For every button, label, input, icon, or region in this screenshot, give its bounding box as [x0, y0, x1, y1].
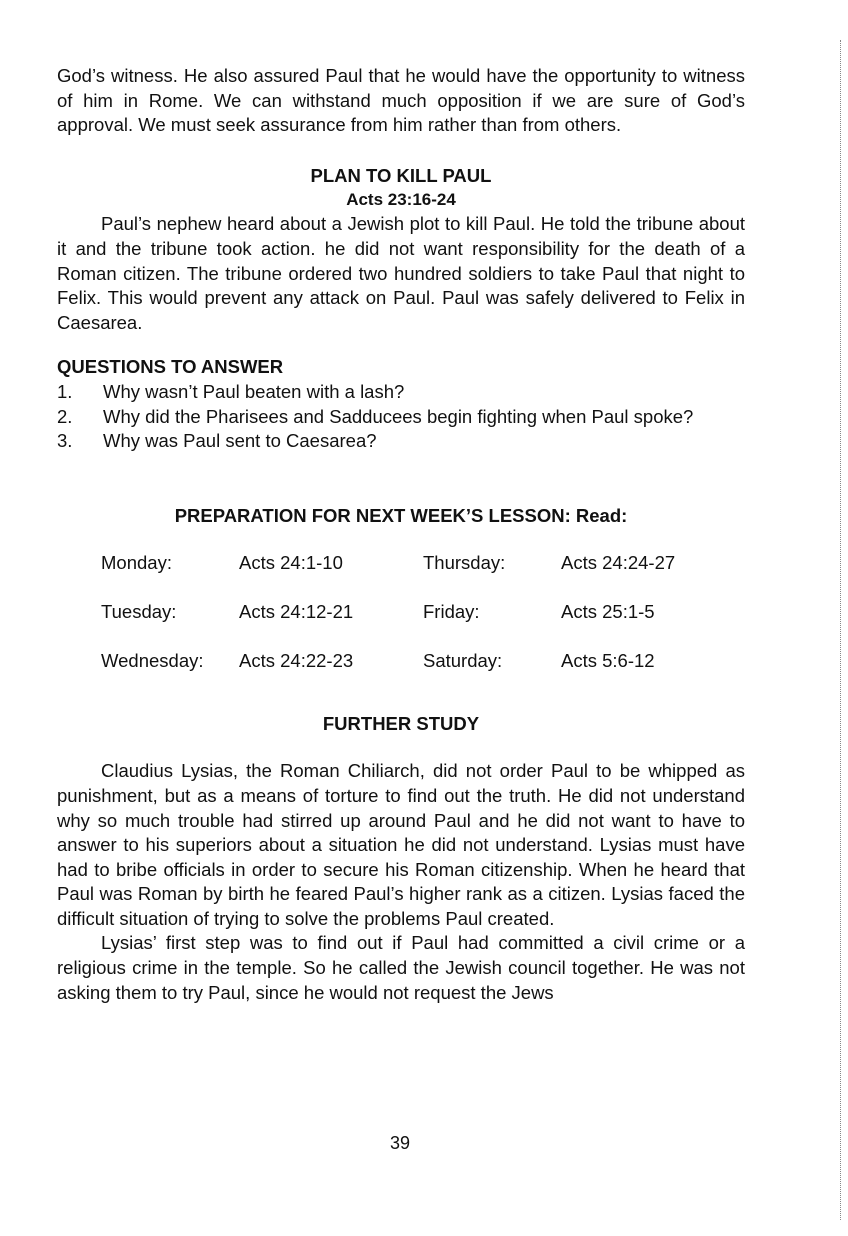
- schedule-row: [101, 601, 721, 650]
- further-study-paragraph: Claudius Lysias, the Roman Chiliarch, did not order Paul to be whipped as punishment, but as a means of torture to find out the truth. He did not understand why so much trouble had stirred up around Paul and he did not want to have to answer to his superiors about a situation he did not understand. Lysias must have had to bribe officials in order to secure his Roman citizenship. When he heard that Paul was Roman by birth he feared Paul’s higher rank as a citizen. Lysias faced the difficult situation of trying to solve the problems Paul created.: [57, 760, 745, 929]
- preparation-title: PREPARATION FOR NEXT WEEK’S LESSON: Read:: [174, 504, 628, 526]
- section-reference-plan: Acts 23:16-24: [346, 190, 456, 210]
- schedule-day: Thursday:: [423, 552, 506, 574]
- schedule-reference: Acts 24:22-23: [239, 650, 354, 672]
- question-text: Why did the Pharisees and Sadducees begin fighting when Paul spoke?: [103, 405, 694, 427]
- schedule-day: Friday:: [423, 601, 480, 623]
- question-item: [57, 405, 745, 430]
- schedule-reference: Acts 24:24-27: [561, 552, 676, 574]
- schedule-row: [101, 650, 721, 699]
- document-page: [57, 64, 745, 1005]
- further-study-title: FURTHER STUDY: [322, 713, 480, 735]
- intro-paragraph: God’s witness. He also assured Paul that he would have the opportunity to witness of him in Rome. We can withstand much opposition if we are sure of God’s approval. We must seek assurance from him rather than from others.: [57, 65, 745, 136]
- question-text: Why wasn’t Paul beaten with a lash?: [103, 380, 405, 402]
- schedule-row: [101, 552, 721, 601]
- section-title-plan: PLAN TO KILL PAUL: [310, 164, 492, 186]
- page-edge: [840, 40, 842, 1220]
- schedule-day: Monday:: [101, 552, 172, 574]
- question-number: 1.: [57, 380, 73, 402]
- question-number: 2.: [57, 405, 73, 427]
- question-text: Why was Paul sent to Caesarea?: [103, 430, 377, 452]
- schedule-reference: Acts 5:6-12: [561, 650, 655, 672]
- page-number: 39: [389, 1133, 411, 1153]
- schedule-day: Wednesday:: [101, 650, 204, 672]
- reading-schedule: [101, 552, 721, 699]
- schedule-reference: Acts 24:12-21: [239, 601, 354, 623]
- question-item: [57, 380, 745, 405]
- questions-title: QUESTIONS TO ANSWER: [57, 356, 284, 378]
- question-item: [57, 429, 745, 454]
- schedule-reference: Acts 24:1-10: [239, 552, 343, 574]
- plan-paragraph: Paul’s nephew heard about a Jewish plot to kill Paul. He told the tribune about it and the tribune took action. he did not want responsibility for the death of a Roman citizen. The tribune ordered two hundred soldiers to take Paul that night to Felix. This would prevent any attack on Paul. Paul was safely delivered to Felix in Caesarea.: [57, 213, 745, 333]
- questions-list: [57, 380, 745, 454]
- schedule-reference: Acts 25:1-5: [561, 601, 655, 623]
- schedule-day: Saturday:: [423, 650, 503, 672]
- schedule-day: Tuesday:: [101, 601, 177, 623]
- question-number: 3.: [57, 430, 73, 452]
- further-study-paragraph: Lysias’ first step was to find out if Paul had committed a civil crime or a religious crime in the temple. So he called the Jewish council together. He was not asking them to try Paul, since he would not request the Jews: [57, 932, 745, 1003]
